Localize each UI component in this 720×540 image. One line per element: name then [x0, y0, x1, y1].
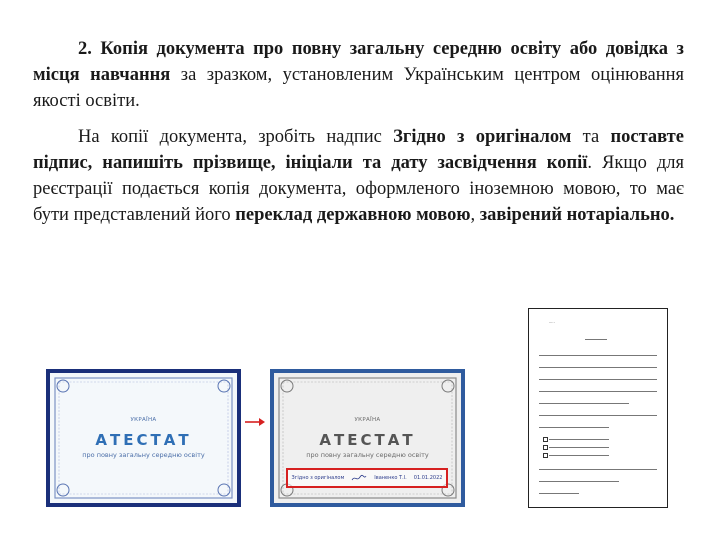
form-header-mark: ····· [549, 321, 555, 325]
form-line [539, 469, 657, 470]
form-line [539, 493, 579, 494]
form-line [539, 391, 657, 392]
form-line [539, 481, 619, 482]
paragraph-1 [33, 36, 684, 115]
certificate-title: АТЕСТАТ [319, 431, 416, 449]
form-line [549, 439, 609, 440]
certificate-copy-image [270, 369, 465, 507]
paragraph-2-bold-2: поставте підпис, напишіть прізвище, ініціали та дату засвідчення копії [33, 126, 684, 173]
form-checkbox [543, 445, 548, 450]
paragraph-2-bold-4: завірений нотаріально. [479, 205, 675, 226]
paragraph-2-bold-1: Згідно з оригіналом [393, 126, 572, 147]
certificate-country: УКРАЇНА [354, 417, 381, 423]
certificate-country: УКРАЇНА [130, 417, 157, 423]
form-checkbox [543, 453, 548, 458]
certificate-subtitle: про повну загальну середню освіту [306, 451, 429, 459]
paragraph-2-text-3: . Якщо для реєстрації подається копія документа, оформленого іноземною мовою, то має бути представлений його [33, 152, 684, 226]
certificate-original-image [46, 369, 241, 507]
form-line [539, 355, 657, 356]
stamp-text: Згідно з оригіналом [291, 475, 345, 481]
stamp-date: 01.01.2022 [413, 475, 443, 481]
form-line [549, 455, 609, 456]
certificate-subtitle: про повну загальну середню освіту [82, 451, 205, 459]
form-checkbox [543, 437, 548, 442]
paragraph-2-text-4: , [470, 205, 480, 226]
paragraph-2 [33, 124, 684, 229]
signature-icon [351, 474, 367, 482]
paragraph-2-text-2: та [571, 126, 611, 147]
form-title-line [585, 339, 607, 340]
paragraph-2-text-1: На копії документа, зробіть надпис [78, 126, 394, 147]
certification-stamp [286, 468, 448, 488]
arrow-right-icon [245, 417, 265, 427]
paragraph-1-rest: за зразком, установленим Українським центром оцінювання якості освіти. [33, 65, 685, 112]
form-line [539, 427, 609, 428]
form-line [539, 367, 657, 368]
paragraph-2-bold-3: переклад державною мовою [235, 205, 471, 226]
form-line [539, 379, 657, 380]
stamp-name: Іваненко Т.І. [374, 475, 407, 481]
form-line [539, 415, 657, 416]
certificate-title: АТЕСТАТ [95, 431, 192, 449]
form-line [539, 403, 629, 404]
form-line [549, 447, 609, 448]
reference-form-image [528, 308, 668, 508]
paragraph-1-heading: 2. Копія документа про повну загальну середню освіту або довідка з місця навчання [33, 39, 684, 86]
instruction-text [33, 36, 684, 228]
